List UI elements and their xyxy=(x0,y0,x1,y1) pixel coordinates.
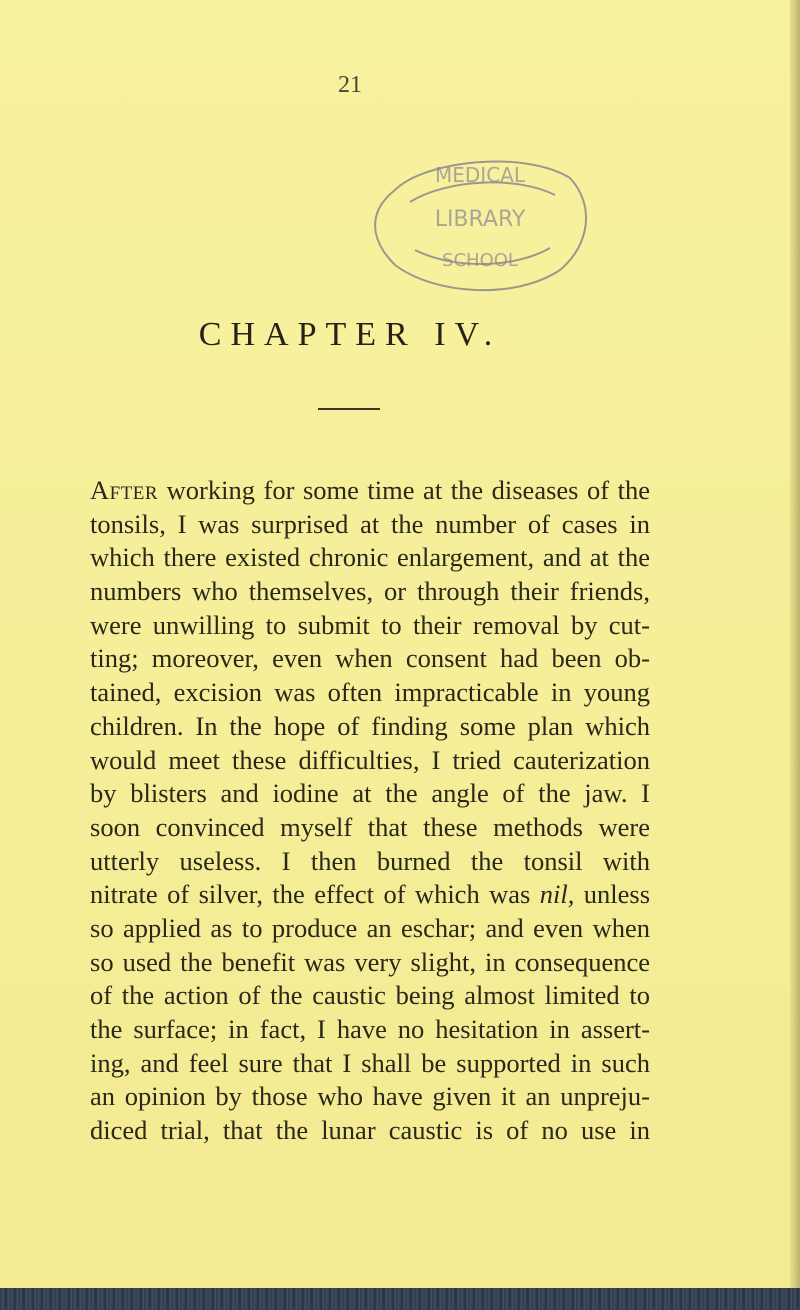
text-line-15: so used the benefit was very slight, in consequence xyxy=(90,946,650,977)
text-line-4: numbers who themselves, or through their friends, xyxy=(90,576,650,607)
text-line-7: tained, excision was often impracticable in young xyxy=(90,677,650,708)
text-line-6: ting; moreover, even when consent had been ob- xyxy=(90,643,650,674)
chapter-body-paragraph xyxy=(90,474,650,1148)
italic-nil: nil, xyxy=(539,879,575,910)
text-line-13: nitrate of silver, the effect of which was nil, unless xyxy=(90,879,651,910)
stamp-line-1: MEDICAL xyxy=(435,163,525,187)
text-line-3: which there existed chronic enlargement, and at the xyxy=(90,542,650,573)
scan-bottom-edge xyxy=(0,1288,800,1310)
heading-divider xyxy=(318,408,380,410)
text-line-14: so applied as to produce an eschar; and even when xyxy=(90,912,650,943)
text-line-2: tonsils, I was surprised at the number of cases in xyxy=(90,508,650,539)
page-edge-shadow xyxy=(790,0,800,1290)
library-stamp xyxy=(355,150,605,300)
text-line-9: would meet these difficulties, I tried cauterization xyxy=(90,744,650,775)
stamp-line-3: SCHOOL xyxy=(442,250,518,271)
page-number: 21 xyxy=(338,72,362,98)
text-line-10: by blisters and iodine at the angle of the jaw. I xyxy=(90,778,650,809)
chapter-heading: CHAPTER IV. xyxy=(198,316,502,353)
text-line-20: diced trial, that the lunar caustic is of no use in xyxy=(90,1115,650,1146)
text-line-17: the surface; in fact, I have no hesitation in assert- xyxy=(90,1014,650,1044)
text-line-8: children. In the hope of finding some plan which xyxy=(90,710,650,741)
lead-word: After xyxy=(90,475,159,505)
text-line-11: soon convinced myself that these methods were xyxy=(90,811,650,842)
stamp-line-2: LIBRARY xyxy=(434,207,526,232)
text-line-12: utterly useless. I then burned the tonsil with xyxy=(90,845,650,876)
text-line-18: ing, and feel sure that I shall be supported in such xyxy=(90,1047,650,1078)
text-line-16: of the action of the caustic being almost limited to xyxy=(90,980,650,1011)
text-line-19: an opinion by those who have given it an unpreju- xyxy=(90,1081,650,1112)
text-line-5: were unwilling to submit to their removal by cut- xyxy=(90,609,650,640)
text-line-1: After working for some time at the diseases of the xyxy=(90,475,650,505)
